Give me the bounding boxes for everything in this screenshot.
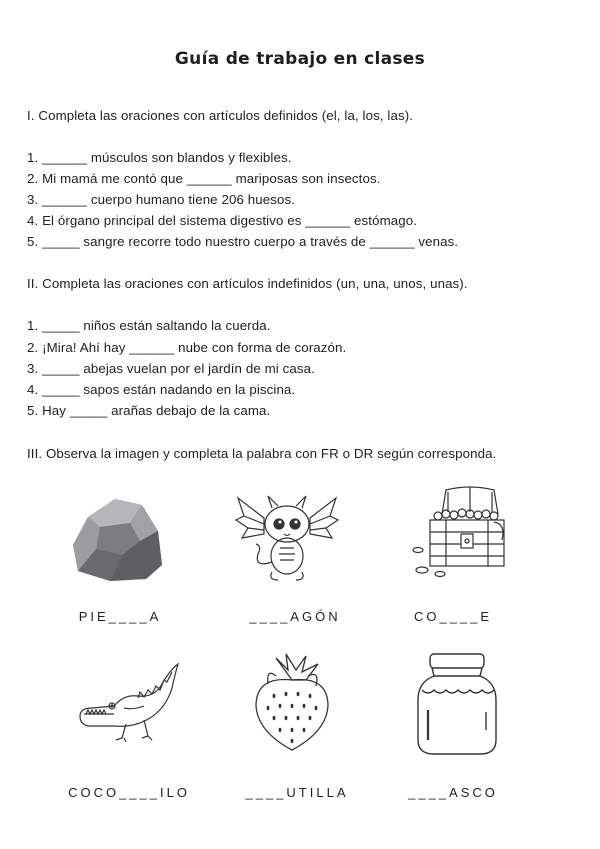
section1-item-4: 4. El órgano principal del sistema digestivo es ______ estómago. (27, 213, 418, 228)
section2-item-1: 1. _____ niños están saltando la cuerda. (27, 318, 271, 333)
section3-heading: III. Observa la imagen y completa la palabra con FR o DR según corresponda. (27, 446, 497, 461)
jar-icon (414, 650, 500, 758)
section2-item-3: 3. _____ abejas vuelan por el jardín de mi casa. (27, 361, 315, 376)
section2-item-2: 2. ¡Mira! Ahí hay ______ nube con forma de corazón. (27, 340, 347, 355)
crocodile-icon (74, 658, 184, 750)
word-crocodile: COCO____ILO (68, 785, 190, 800)
word-jar: ____ASCO (408, 785, 498, 800)
word-chest: CO____E (413, 609, 493, 624)
section1-item-3: 3. ______ cuerpo humano tiene 206 huesos. (27, 192, 296, 207)
section1-heading: I. Completa las oraciones con artículos definidos (el, la, los, las). (27, 108, 414, 123)
dragon-icon (234, 488, 340, 584)
word-strawberry: ____UTILLA (245, 785, 349, 800)
rock-icon (70, 495, 166, 583)
section2-item-5: 5. Hay _____ arañas debajo de la cama. (27, 403, 271, 418)
section1-item-2: 2. Mi mamá me contó que ______ mariposas son insectos. (27, 171, 381, 186)
page-title: Guía de trabajo en clases (174, 49, 426, 69)
word-dragon: ____AGÓN (249, 609, 341, 624)
section1-item-1: 1. ______ músculos son blandos y flexibles. (27, 150, 292, 165)
strawberry-icon (246, 650, 338, 754)
section1-item-5: 5. _____ sangre recorre todo nuestro cuerpo a través de ______ venas. (27, 234, 459, 249)
word-rock: PIE____A (78, 609, 162, 624)
section2-item-4: 4. _____ sapos están nadando en la piscina. (27, 382, 296, 397)
treasure-chest-icon (408, 484, 512, 578)
section2-heading: II. Completa las oraciones con artículos indefinidos (un, una, unos, unas). (27, 276, 468, 291)
